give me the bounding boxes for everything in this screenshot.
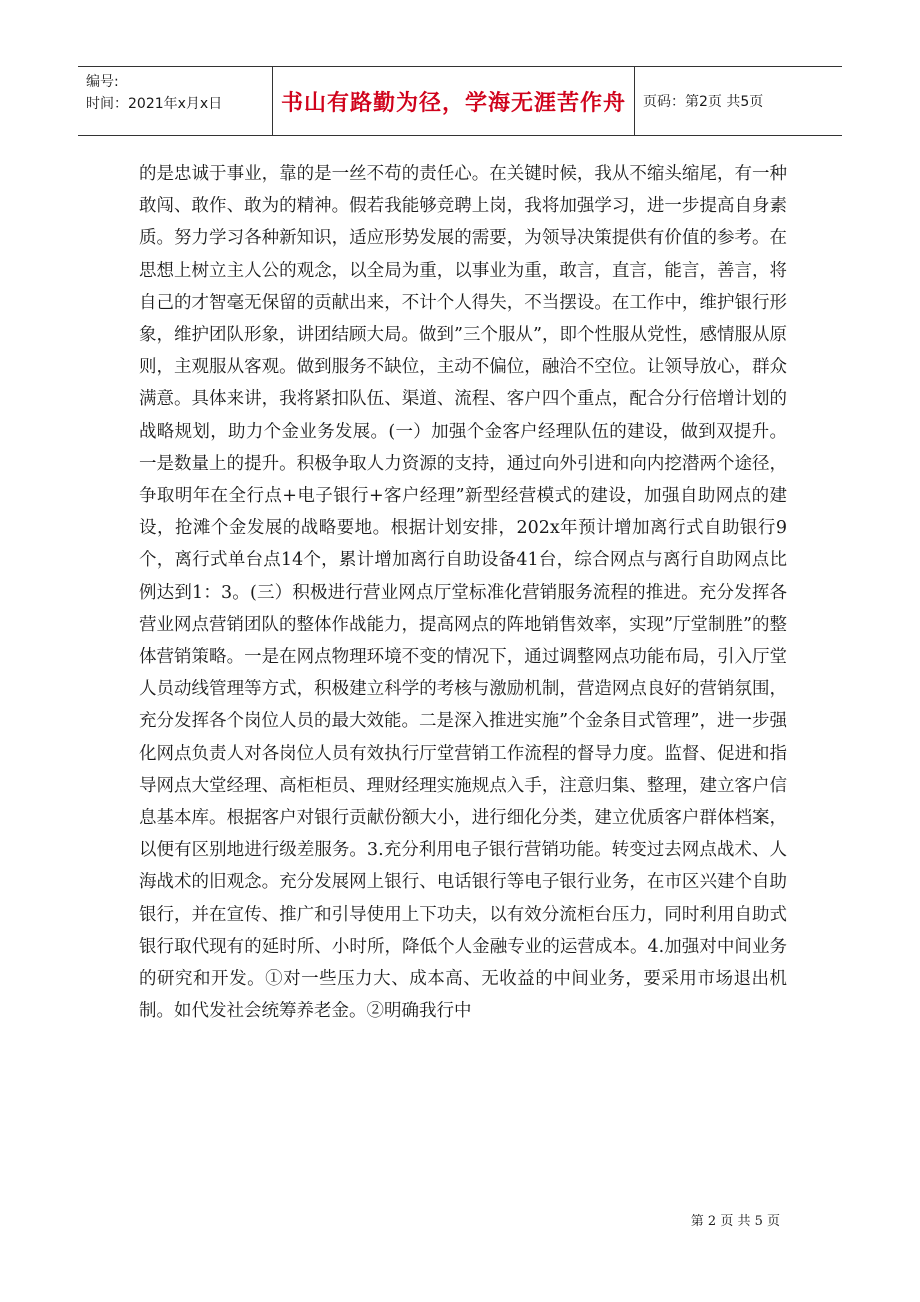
page-footer-number: 第 2 页 共 5 页 bbox=[690, 1214, 780, 1229]
document-number-label: 编号: bbox=[86, 74, 119, 90]
header-page-number: 页码：第2页 共5页 bbox=[643, 94, 764, 110]
header-meta bbox=[78, 67, 273, 135]
document-body bbox=[139, 158, 787, 1027]
document-time-label: 时间：2021年x月x日 bbox=[86, 96, 223, 112]
body-paragraph: 的是忠诚于事业，靠的是一丝不苟的责任心。在关键时候，我从不缩头缩尾，有一种敢闯、敢作、敢为的精神。假若我能够竞聘上岗，我将加强学习，进一步提高自身素质。努力学习各种新知识，适应形势发展的需要，为领导决策提供有价值的参考。在思想上树立主人公的观念，以全局为重，以事业为重，敢言，直言，能言，善言，将自己的才智毫无保留的贡献出来，不计个人得失，不当摆设。在工作中，维护银行形象，维护团队形象，讲团结顾大局。做到”三个服从”，即个性服从党性，感情服从原则，主观服从客观。做到服务不缺位，主动不偏位，融洽不空位。让领导放心，群众满意。具体来讲，我将紧扣队伍、渠道、流程、客户四个重点，配合分行倍增计划的战略规划，助力个金业务发展。(一）加强个金客户经理队伍的建设，做到双提升。一是数量上的提升。积极争取人力资源的支持，通过向外引进和向内挖潜两个途径，争取明年在全行点+电子银行+客户经理”新型经营模式的建设，加强自助网点的建设，抢滩个金发展的战略要地。根据计划安排，202x年预计增加离行式自助银行9个，离行式单台点14个，累计增加离行自助设备41台，综合网点与离行自助网点比例达到1：3。(三）积极进行营业网点厅堂标准化营销服务流程的推进。充分发挥各营业网点营销团队的整体作战能力，提高网点的阵地销售效率，实现”厅堂制胜”的整体营销策略。一是在网点物理环境不变的情况下，通过调整网点功能布局，引入厅堂人员动线管理等方式，积极建立科学的考核与激励机制，营造网点良好的营销氛围，充分发挥各个岗位人员的最大效能。二是深入推进实施”个金条目式管理”，进一步强化网点负责人对各岗位人员有效执行厅堂营销工作流程的督导力度。监督、促进和指导网点大堂经理、高柜柜员、理财经理实施规点入手，注意归集、整理，建立客户信息基本库。根据客户对银行贡献份额大小，进行细化分类，建立优质客户群体档案，以便有区别地进行级差服务。3.充分利用电子银行营销功能。转变过去网点战术、人海战术的旧观念。充分发展网上银行、电话银行等电子银行业务，在市区兴建个自助银行，并在宣传、推广和引导使用上下功夫，以有效分流柜台压力，同时利用自助式银行取代现有的延时所、小时所，降低个人金融专业的运营成本。4.加强对中间业务的研究和开发。①对一些压力大、成本高、无收益的中间业务，要采用市场退出机制。如代发社会统筹养老金。②明确我行中 bbox=[139, 164, 787, 1022]
page-header bbox=[78, 66, 842, 136]
header-motto: 书山有路勤为径，学海无涯苦作舟 bbox=[273, 67, 635, 135]
